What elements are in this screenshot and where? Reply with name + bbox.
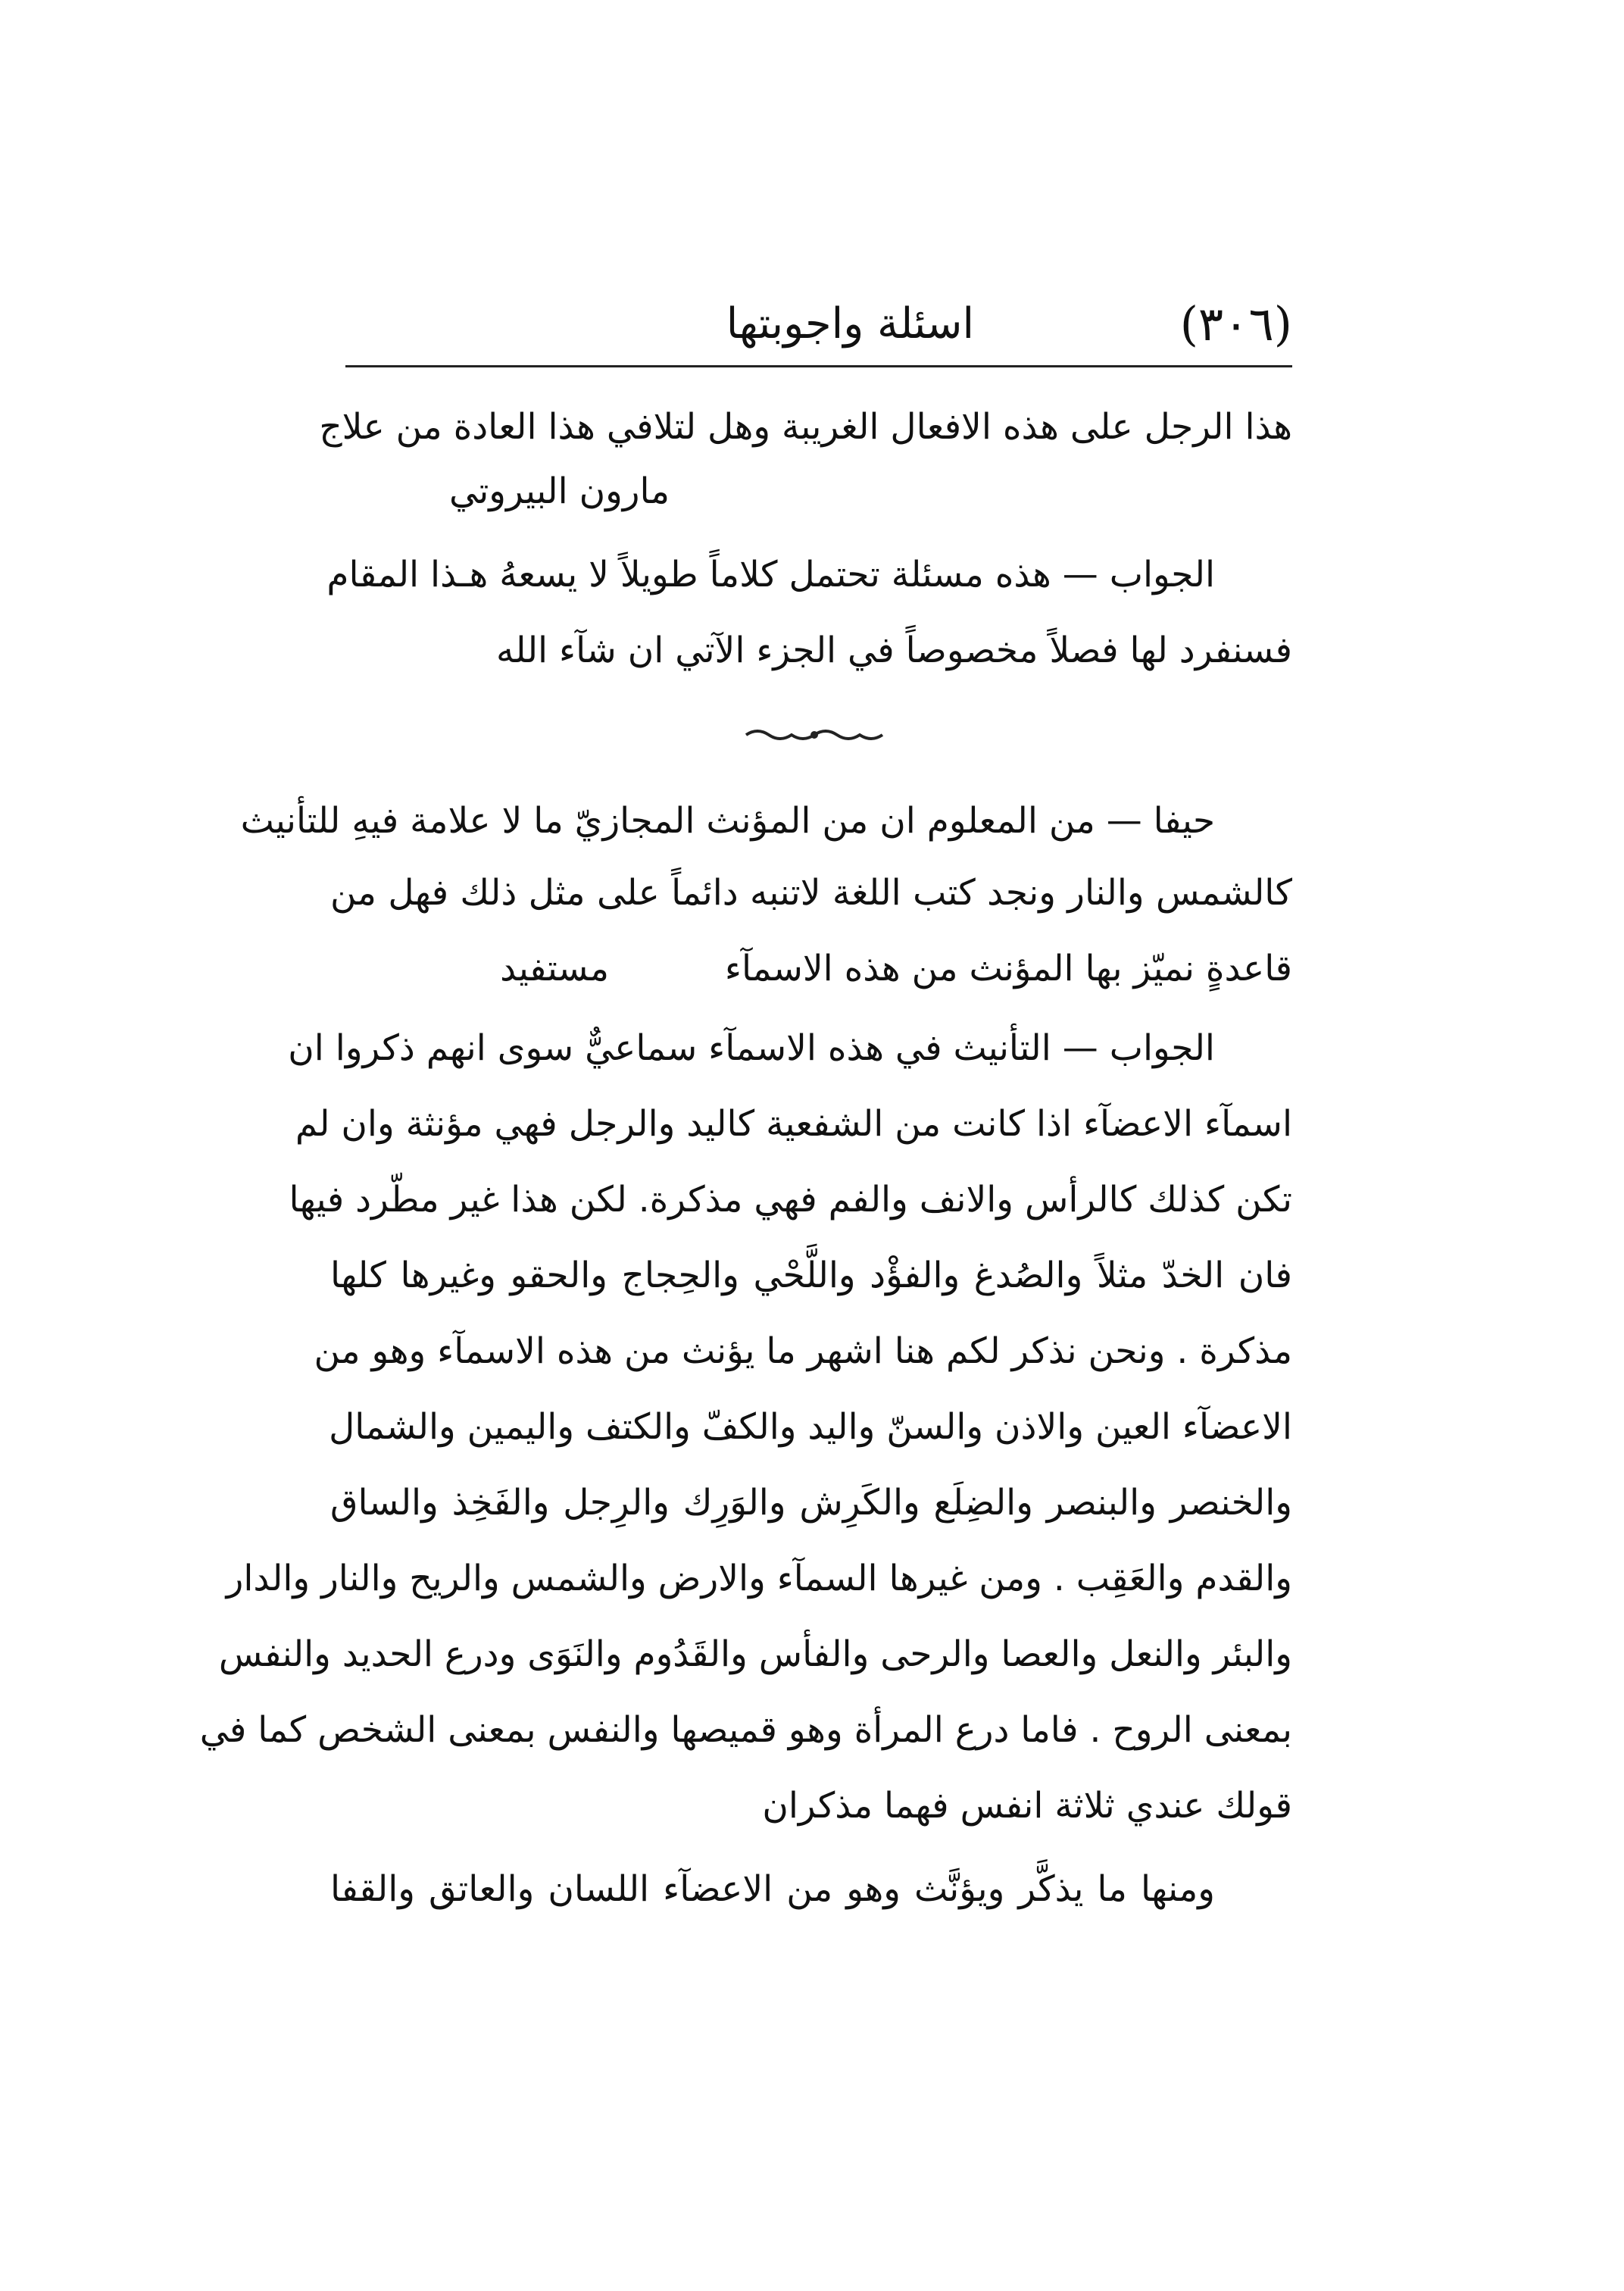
signature-line: مارون البيروتي bbox=[449, 470, 670, 512]
text-line: ومنها ما يذكَّر ويؤنَّث وهو من الاعضآء اللسان والعاتق والقفا bbox=[330, 1868, 1215, 1910]
text-line: كالشمس والنار ونجد كتب اللغة لاتنبه دائماً على مثل ذلك فهل من bbox=[330, 872, 1292, 914]
page-header bbox=[345, 288, 1292, 364]
text-line: قاعدةٍ نميّز بها المؤنث من هذه الاسمآء bbox=[724, 948, 1292, 989]
text-line: حيفا — من المعلوم ان من المؤنث المجازيّ ما لا علامة فيهِ للتأنيث bbox=[240, 800, 1215, 842]
text-line: الجواب — هذه مسئلة تحتمل كلاماً طويلاً لا يسعهُ هـذا المقام bbox=[326, 554, 1215, 595]
text-line: هذا الرجل على هذه الافعال الغريبة وهل لتلافي هذا العادة من علاج bbox=[319, 406, 1292, 448]
text-line: والبئر والنعل والعصا والرحى والفأس والقَدُوم والنَوَى ودرع الحديد والنفس bbox=[218, 1633, 1292, 1675]
text-line: مذكرة . ونحن نذكر لكم هنا اشهر ما يؤنث من هذه الاسمآء وهو من bbox=[314, 1330, 1292, 1372]
text-line: الجواب — التأنيث في هذه الاسمآء سماعيٌّ سوى انهم ذكروا ان bbox=[288, 1027, 1215, 1069]
text-line: والخنصر والبنصر والضِلَع والكَرِش والوَرِك والرِجل والفَخِذ والساق bbox=[330, 1482, 1292, 1524]
text-line: الاعضآء العين والاذن والسنّ واليد والكفّ والكتف واليمين والشمال bbox=[329, 1406, 1292, 1448]
section-ornament bbox=[742, 724, 886, 746]
text-line: والقدم والعَقِب . ومن غيرها السمآء والارض والشمس والريح والنار والدار bbox=[226, 1558, 1292, 1599]
text-line: فسنفرد لها فصلاً مخصوصاً في الجزء الآتي ان شآء الله bbox=[495, 630, 1292, 671]
running-title: اسئلة واجوبتها bbox=[726, 299, 974, 348]
text-line: بمعنى الروح . فاما درع المرأة وهو قميصها والنفس بمعنى الشخص كما في bbox=[199, 1709, 1292, 1751]
text-line: فان الخدّ مثلاً والصُدغ والفؤْد واللَّحْي والحِجاج والحقو وغيرها كلها bbox=[330, 1255, 1292, 1296]
header-divider bbox=[345, 365, 1292, 367]
text-line: تكن كذلك كالرأس والانف والفم فهي مذكرة. لكن هذا غير مطّرد فيها bbox=[289, 1179, 1292, 1221]
page-number: (٣٠٦) bbox=[1179, 296, 1292, 352]
text-line: قولك عندي ثلاثة انفس فهما مذكران bbox=[762, 1785, 1292, 1827]
signature-line: مستفيد bbox=[500, 948, 609, 989]
text-line: اسمآء الاعضآء اذا كانت من الشفعية كاليد والرجل فهي مؤنثة وان لم bbox=[295, 1103, 1292, 1145]
